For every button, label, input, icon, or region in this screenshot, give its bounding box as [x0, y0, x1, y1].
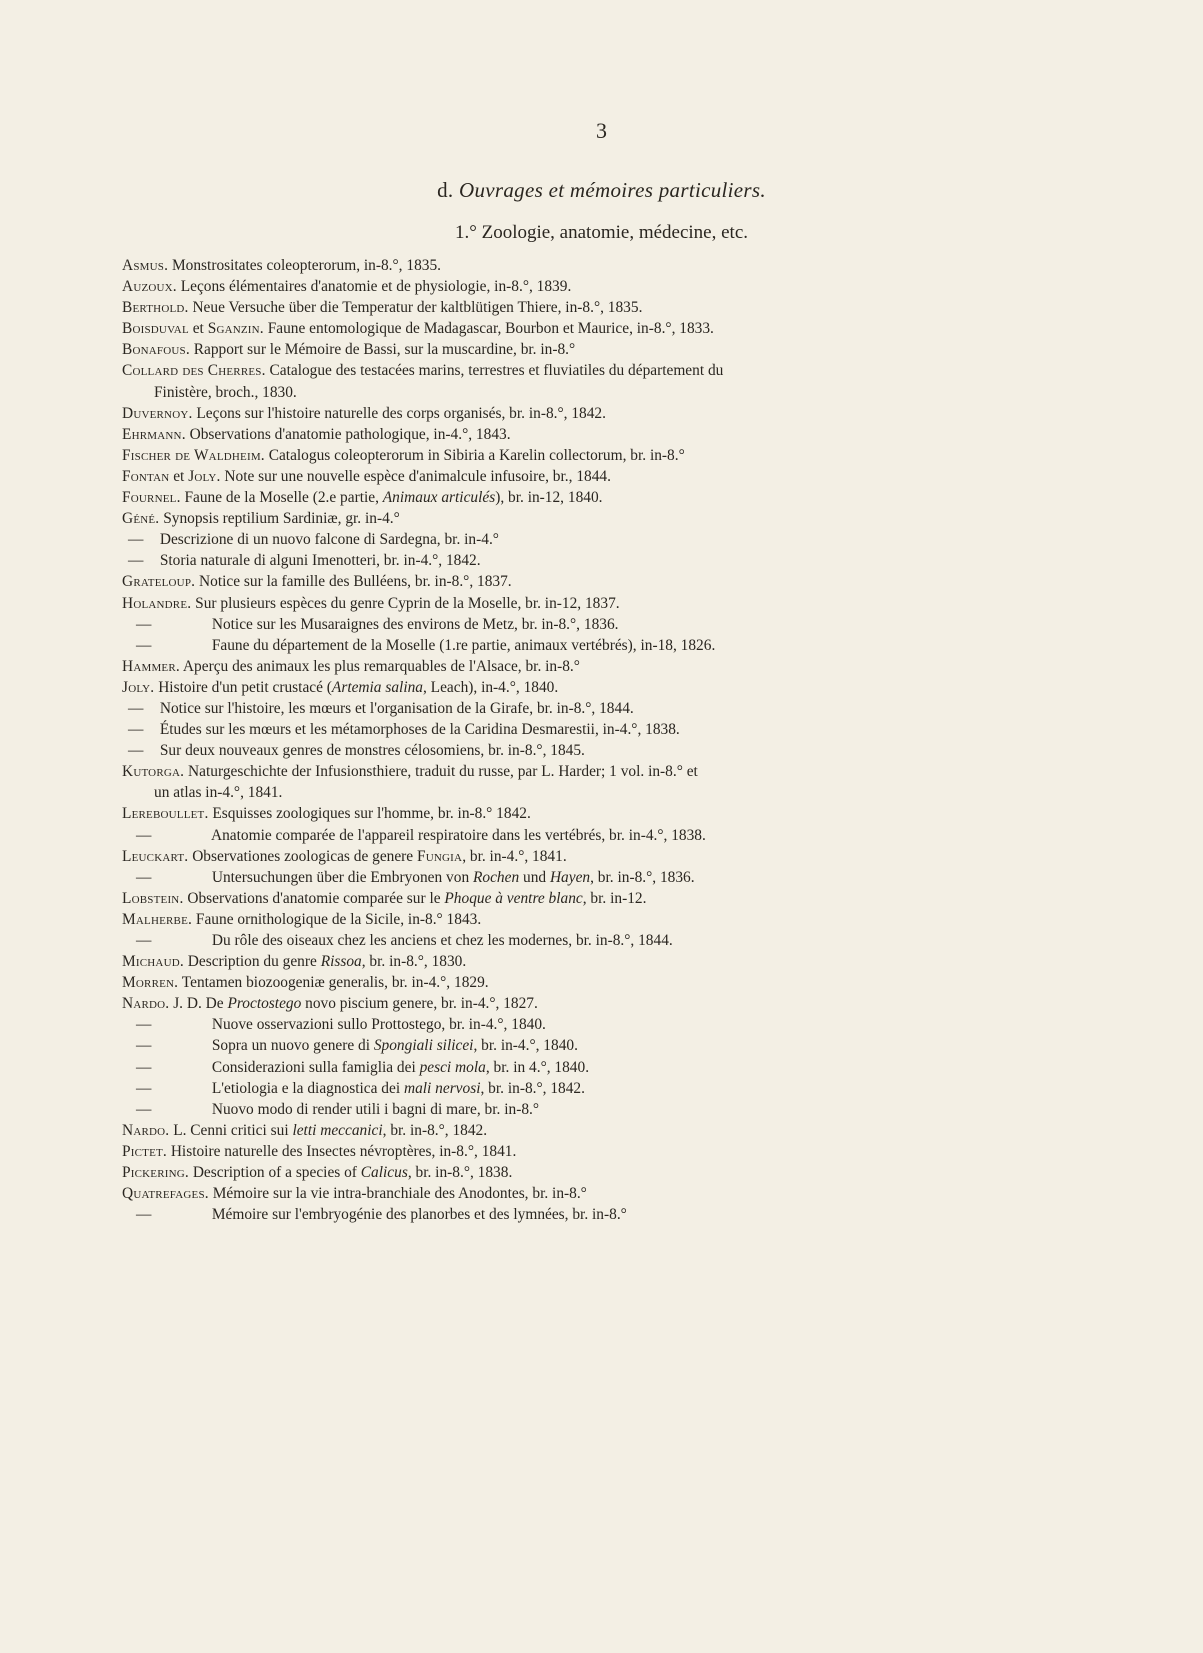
entry-text: Rapport sur le Mémoire de Bassi, sur la muscardine, br. in-8.°	[189, 341, 576, 359]
entry-text: novo piscium genere, br. in-4.°, 1827.	[301, 995, 538, 1013]
entry-text: Nuovo modo di render utili i bagni di mare, br. in-8.°	[208, 1100, 540, 1118]
entry-author: Grateloup.	[122, 573, 196, 591]
entry-author: Asmus.	[122, 257, 169, 274]
bibliography-entry	[122, 909, 1122, 930]
bibliography-entry	[122, 803, 1122, 824]
ditto-dash: —	[136, 1079, 152, 1097]
bibliography-entry	[122, 297, 1122, 318]
entry-text: Faune du département de la Moselle (1.re partie, animaux vertébrés), in-18, 1826.	[208, 636, 716, 654]
entry-author: Lobstein.	[122, 889, 184, 907]
bibliography-entry	[122, 993, 1122, 1014]
bibliography-entry	[122, 1120, 1122, 1141]
ditto-dash: —	[128, 531, 144, 549]
entry-text: , br. in-8.°, 1830.	[361, 953, 467, 971]
bibliography-entry	[122, 487, 1122, 508]
entry-text: Sur deux nouveaux genres de monstres célosomiens, br. in-8.°, 1845.	[156, 742, 585, 760]
entry-text: Synopsis reptilium Sardiniæ, gr. in-4.°	[159, 510, 400, 528]
bibliography-entry	[122, 614, 1122, 635]
entry-text: Notice sur les Musaraignes des environs de Metz, br. in-8.°, 1836.	[208, 615, 619, 633]
bibliography-entry	[122, 550, 1122, 571]
entry-text: J. D. De	[169, 995, 228, 1013]
ditto-dash: —	[136, 826, 152, 844]
entry-italic-title: mali nervosi	[403, 1079, 481, 1097]
entry-text: Notice sur l'histoire, les mœurs et l'organisation de la Girafe, br. in-8.°, 1844.	[156, 699, 634, 717]
entry-author: Berthold.	[122, 299, 189, 317]
page-number: 3	[596, 118, 607, 143]
entry-text: , br. in-8.°, 1842.	[480, 1079, 585, 1097]
bibliography-entry	[122, 1204, 1122, 1225]
entry-author: Fournel.	[122, 489, 181, 507]
bibliography-entry	[122, 445, 1122, 466]
bibliography-entry	[122, 1057, 1122, 1078]
entry-text: , br. in-4.°, 1840.	[473, 1037, 578, 1055]
ditto-dash: —	[136, 1058, 152, 1076]
bibliography-entry	[122, 846, 1122, 867]
entry-author: Sganzin.	[207, 320, 264, 338]
entry-author: Collard des Cherres.	[122, 362, 266, 380]
section-heading	[0, 178, 1203, 203]
entry-text: , br. in-12.	[582, 889, 647, 907]
ditto-dash: —	[128, 721, 144, 739]
entry-text: Tentamen biozoogeniæ generalis, br. in-4.°, 1829.	[178, 974, 489, 992]
entry-author: Fischer de Waldheim.	[122, 446, 265, 464]
entry-text: Description of a species of	[188, 1164, 361, 1182]
bibliography-entry	[122, 593, 1122, 614]
entry-text: Esquisses zoologiques sur l'homme, br. in-8.° 1842.	[208, 805, 531, 823]
entry-text: Notice sur la famille des Bulléens, br. in-8.°, 1837.	[195, 573, 512, 591]
ditto-dash: —	[136, 868, 152, 886]
entry-italic-title: Rissoa	[320, 953, 362, 971]
bibliography-entry	[122, 635, 1122, 656]
entry-italic-title: Artemia salina	[331, 678, 423, 696]
entry-text: Nuove osservazioni sullo Prottostego, br. in-4.°, 1840.	[208, 1016, 546, 1034]
bibliography-entry	[122, 930, 1122, 951]
section-title: Ouvrages et mémoires particuliers.	[459, 178, 766, 202]
bibliography-entry	[122, 571, 1122, 592]
ditto-dash: —	[128, 742, 144, 760]
bibliography-entry	[122, 382, 1122, 403]
entry-author: Leuckart.	[122, 847, 189, 865]
bibliography-entry	[122, 1099, 1122, 1120]
entry-text: Histoire naturelle des Insectes névroptères, in-8.°, 1841.	[166, 1142, 517, 1160]
bibliography-entry	[122, 424, 1122, 445]
bibliography-entry	[122, 782, 1122, 803]
ditto-dash: —	[128, 552, 144, 570]
bibliography-entry	[122, 360, 1122, 381]
entry-text: , br. in-8.°, 1836.	[590, 868, 695, 886]
entry-continuation: un atlas in-4.°, 1841.	[154, 784, 283, 802]
entry-author: Auzoux.	[122, 278, 177, 296]
entry-text: und	[519, 868, 550, 886]
ditto-dash: —	[136, 1206, 152, 1224]
bibliography-entry	[122, 529, 1122, 550]
bibliography-entry	[122, 972, 1122, 993]
entry-italic-title: Spongiali silicei	[373, 1037, 474, 1055]
entry-text: Leçons élémentaires d'anatomie et de physiologie, in-8.°, 1839.	[176, 278, 572, 296]
entry-text: et	[188, 320, 208, 338]
bibliography-entry	[122, 656, 1122, 677]
entry-italic-title: Rochen	[473, 868, 520, 886]
entry-text: Observationes zoologicas de genere	[188, 847, 417, 865]
entry-text: L. Cenni critici sui	[169, 1121, 293, 1139]
ditto-dash: —	[136, 636, 152, 654]
bibliography-entry	[122, 1141, 1122, 1162]
entry-text: , br. in-8.°, 1838.	[407, 1164, 513, 1182]
entry-author: Nardo.	[122, 995, 170, 1013]
entry-continuation: Finistère, broch., 1830.	[154, 383, 297, 401]
entry-text: Sopra un nuovo genere di	[208, 1037, 374, 1055]
bibliography-entry	[122, 466, 1122, 487]
entry-text: Catalogus coleopterorum in Sibiria a Karelin collectorum, br. in-8.°	[264, 446, 685, 464]
entry-italic-title: Calicus	[360, 1164, 408, 1182]
ditto-dash: —	[136, 615, 152, 633]
entry-author: Joly.	[122, 678, 155, 696]
bibliography-entry	[122, 508, 1122, 529]
bibliography-entry	[122, 403, 1122, 424]
ditto-dash: —	[128, 699, 144, 717]
bibliography-entry	[122, 698, 1122, 719]
entry-author: Fontan	[122, 467, 170, 485]
entry-author: Bonafous.	[122, 341, 190, 359]
entry-author: Duvernoy.	[122, 404, 193, 422]
entry-text: et	[169, 467, 189, 485]
bibliography-entry	[122, 951, 1122, 972]
entry-text: Sur plusieurs espèces du genre Cyprin de la Moselle, br. in-12, 1837.	[191, 594, 620, 612]
subsection-heading: 1.° Zoologie, anatomie, médecine, etc.	[454, 222, 748, 243]
bibliography-entry	[122, 1014, 1122, 1035]
entry-text: Naturgeschichte der Infusionsthiere, traduit du russe, par L. Harder; 1 vol. in-8.° et	[184, 763, 698, 781]
entry-author: Michaud.	[122, 953, 184, 971]
entry-author: Géné.	[122, 510, 160, 528]
entry-author: Boisduval	[122, 320, 189, 338]
entry-text: Neue Versuche über die Temperatur der kaltblütigen Thiere, in-8.°, 1835.	[188, 299, 643, 317]
entry-text: Anatomie comparée de l'appareil respiratoire dans les vertébrés, br. in-4.°, 1838.	[208, 826, 706, 844]
entry-italic-title: Hayen	[549, 868, 591, 886]
entry-text: Histoire d'un petit crustacé (	[154, 678, 332, 696]
entry-genus: Fungia	[416, 847, 463, 865]
bibliography-entry	[122, 255, 1122, 276]
entry-author: Hammer.	[122, 657, 180, 675]
entry-text: ), br. in-12, 1840.	[495, 489, 603, 507]
entry-text: , Leach), in-4.°, 1840.	[422, 678, 559, 696]
entry-author: Nardo.	[122, 1121, 170, 1139]
bibliography-entry	[122, 339, 1122, 360]
entry-author: Holandre.	[122, 594, 192, 612]
bibliography-entry	[122, 1078, 1122, 1099]
bibliography-entry	[122, 677, 1122, 698]
bibliography-entry	[122, 1035, 1122, 1056]
entry-author: Pickering.	[122, 1164, 189, 1182]
entry-italic-title: Animaux articulés	[382, 489, 496, 507]
entry-text: Mémoire sur l'embryogénie des planorbes et des lymnées, br. in-8.°	[208, 1206, 627, 1224]
bibliography-entry	[122, 761, 1122, 782]
bibliography-entry	[122, 318, 1122, 339]
entry-text: Aperçu des animaux les plus remarquables de l'Alsace, br. in-8.°	[179, 657, 580, 675]
entry-author: Quatrefages.	[122, 1185, 209, 1203]
entry-text: Considerazioni sulla famiglia dei	[208, 1058, 420, 1076]
entry-text: Du rôle des oiseaux chez les anciens et chez les modernes, br. in-8.°, 1844.	[208, 932, 673, 949]
entry-italic-title: Proctostego	[227, 995, 302, 1013]
entry-text: Faune entomologique de Madagascar, Bourbon et Maurice, in-8.°, 1833.	[263, 320, 714, 338]
entry-text: Catalogue des testacées marins, terrestres et fluviatiles du département du	[265, 362, 724, 380]
entry-text: , br. in 4.°, 1840.	[485, 1058, 590, 1076]
entry-author: Ehrmann.	[122, 425, 186, 443]
entry-italic-title: letti meccanici	[292, 1121, 383, 1139]
entry-text: Faune ornithologique de la Sicile, in-8.° 1843.	[192, 910, 482, 928]
entry-author: Pictet.	[122, 1142, 167, 1160]
entry-italic-title: Phoque à ventre blanc	[444, 889, 583, 907]
entry-italic-title: pesci mola	[419, 1058, 486, 1076]
entry-text: Monstrositates coleopterorum, in-8.°, 1835.	[168, 257, 442, 274]
entry-text: Untersuchungen über die Embryonen von	[208, 868, 473, 886]
bibliography-list	[122, 255, 1122, 1225]
ditto-dash: —	[136, 1037, 152, 1055]
entry-text: , br. in-8.°, 1842.	[382, 1121, 488, 1139]
ditto-dash: —	[136, 932, 152, 949]
entry-text: L'etiologia e la diagnostica dei	[208, 1079, 404, 1097]
entry-text: Storia naturale di alguni Imenotteri, br. in-4.°, 1842.	[156, 552, 481, 570]
entry-text: Faune de la Moselle (2.e partie,	[180, 489, 383, 507]
entry-text: Leçons sur l'histoire naturelle des corps organisés, br. in-8.°, 1842.	[192, 404, 606, 422]
bibliography-entry	[122, 1162, 1122, 1183]
entry-author: Morren.	[122, 974, 179, 992]
section-prefix: d.	[437, 178, 454, 202]
ditto-dash: —	[136, 1016, 152, 1034]
entry-text: Études sur les mœurs et les métamorphoses de la Caridina Desmarestii, in-4.°, 1838.	[156, 721, 680, 739]
bibliography-entry	[122, 888, 1122, 909]
bibliography-entry	[122, 867, 1122, 888]
entry-text: Description du genre	[183, 953, 321, 971]
entry-text: Mémoire sur la vie intra-branchiale des Anodontes, br. in-8.°	[208, 1185, 587, 1203]
bibliography-entry	[122, 276, 1122, 297]
entry-text: Note sur une nouvelle espèce d'animalcule infusoire, br., 1844.	[220, 467, 611, 485]
ditto-dash: —	[136, 1100, 152, 1118]
entry-text: Observations d'anatomie comparée sur le	[183, 889, 445, 907]
bibliography-entry	[122, 740, 1122, 761]
entry-text: , br. in-4.°, 1841.	[462, 847, 567, 865]
entry-text: Observations d'anatomie pathologique, in-4.°, 1843.	[185, 425, 511, 443]
bibliography-entry	[122, 1183, 1122, 1204]
entry-author: Lereboullet.	[122, 805, 209, 823]
entry-author: Kutorga.	[122, 763, 185, 781]
bibliography-entry	[122, 719, 1122, 740]
entry-author: Malherbe.	[122, 910, 193, 928]
bibliography-entry	[122, 825, 1122, 846]
entry-author: Joly.	[188, 467, 221, 485]
entry-text: Descrizione di un nuovo falcone di Sardegna, br. in-4.°	[156, 531, 499, 549]
